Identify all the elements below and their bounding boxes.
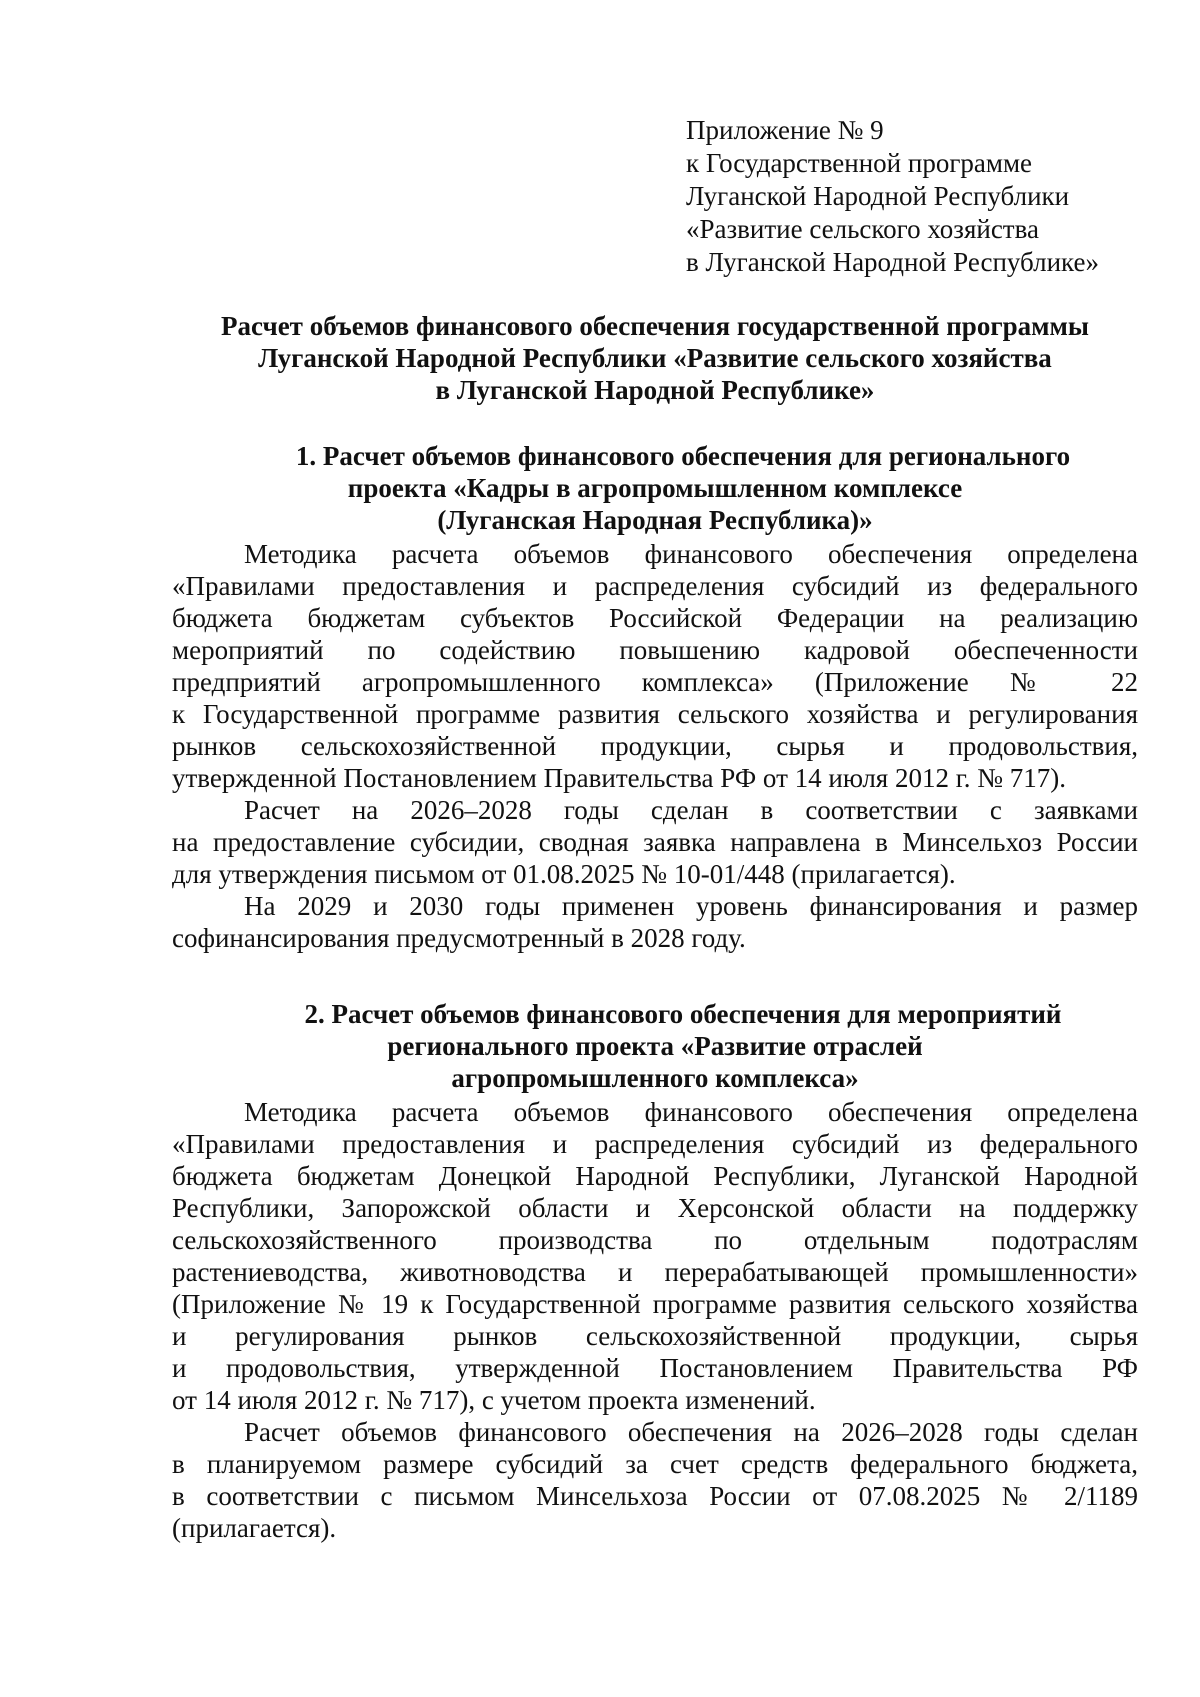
paragraph-line: рынков сельскохозяйственной продукции, сырья и продовольствия, bbox=[172, 731, 1138, 761]
paragraph-line: На 2029 и 2030 годы применен уровень финансирования и размер bbox=[244, 891, 1138, 921]
title-line: в Луганской Народной Республике» bbox=[435, 375, 875, 405]
title-line: Расчет объемов финансового обеспечения государственной программы bbox=[221, 311, 1089, 341]
paragraph-line: софинансирования предусмотренный в 2028 году. bbox=[172, 923, 746, 953]
paragraph-line: бюджета бюджетам Донецкой Народной Республики, Луганской Народной bbox=[172, 1161, 1138, 1191]
paragraph-line: Методика расчета объемов финансового обеспечения определена bbox=[244, 539, 1138, 569]
appendix-line: Луганской Народной Республики bbox=[686, 181, 1070, 211]
section-1-body bbox=[172, 538, 1138, 954]
section-2-body bbox=[172, 1096, 1138, 1544]
paragraph-line: в планируемом размере субсидий за счет средств федерального бюджета, bbox=[172, 1449, 1138, 1479]
heading-line: 2. Расчет объемов финансового обеспечения для мероприятий bbox=[304, 999, 1062, 1029]
paragraph-line: растениеводства, животноводства и перерабатывающей промышленности» bbox=[172, 1257, 1138, 1287]
paragraph-line: и регулирования рынков сельскохозяйственной продукции, сырья bbox=[172, 1321, 1138, 1351]
paragraph-line: сельскохозяйственного производства по отдельным подотраслям bbox=[172, 1225, 1138, 1255]
paragraph-line: в соответствии с письмом Минсельхоза России от 07.08.2025 № 2/1189 bbox=[172, 1481, 1138, 1511]
paragraph-line: к Государственной программе развития сельского хозяйства и регулирования bbox=[172, 699, 1138, 729]
appendix-line: «Развитие сельского хозяйства bbox=[686, 214, 1039, 244]
heading-line: (Луганская Народная Республика)» bbox=[437, 505, 873, 535]
paragraph-line: (прилагается). bbox=[172, 1513, 337, 1543]
paragraph-line: Методика расчета объемов финансового обеспечения определена bbox=[244, 1097, 1138, 1127]
appendix-line: в Луганской Народной Республике» bbox=[686, 247, 1099, 277]
heading-line: проекта «Кадры в агропромышленном комплексе bbox=[347, 473, 963, 503]
appendix-line: к Государственной программе bbox=[686, 148, 1033, 178]
paragraph-line: мероприятий по содействию повышению кадровой обеспеченности bbox=[172, 635, 1138, 665]
section-2-heading bbox=[172, 998, 1138, 1094]
paragraph-line: «Правилами предоставления и распределения субсидий из федерального bbox=[172, 571, 1138, 601]
paragraph-line: Расчет на 2026–2028 годы сделан в соответствии с заявками bbox=[244, 795, 1138, 825]
heading-line: регионального проекта «Развитие отраслей bbox=[387, 1031, 923, 1061]
paragraph-line: Республики, Запорожской области и Херсонской области на поддержку bbox=[172, 1193, 1138, 1223]
appendix-line: Приложение № 9 bbox=[686, 115, 884, 145]
title-line: Луганской Народной Республики «Развитие сельского хозяйства bbox=[258, 343, 1052, 373]
paragraph-line: на предоставление субсидии, сводная заявка направлена в Минсельхоз России bbox=[172, 827, 1138, 857]
paragraph-line: от 14 июля 2012 г. № 717), с учетом проекта изменений. bbox=[172, 1385, 816, 1415]
document-title bbox=[172, 310, 1138, 406]
paragraph-line: (Приложение № 19 к Государственной программе развития сельского хозяйства bbox=[172, 1289, 1138, 1319]
paragraph-line: бюджета бюджетам субъектов Российской Федерации на реализацию bbox=[172, 603, 1138, 633]
paragraph-line: и продовольствия, утвержденной Постановлением Правительства РФ bbox=[172, 1353, 1138, 1383]
paragraph-line: для утверждения письмом от 01.08.2025 № 10-01/448 (прилагается). bbox=[172, 859, 956, 889]
paragraph-line: Расчет объемов финансового обеспечения на 2026–2028 годы сделан bbox=[244, 1417, 1138, 1447]
appendix-header bbox=[686, 114, 1099, 279]
paragraph-line: «Правилами предоставления и распределения субсидий из федерального bbox=[172, 1129, 1138, 1159]
paragraph-line: предприятий агропромышленного комплекса» (Приложение № 22 bbox=[172, 667, 1138, 697]
heading-line: агропромышленного комплекса» bbox=[451, 1063, 859, 1093]
section-1-heading bbox=[172, 440, 1138, 536]
paragraph-line: утвержденной Постановлением Правительства РФ от 14 июля 2012 г. № 717). bbox=[172, 763, 1066, 793]
heading-line: 1. Расчет объемов финансового обеспечения для регионального bbox=[295, 441, 1071, 471]
